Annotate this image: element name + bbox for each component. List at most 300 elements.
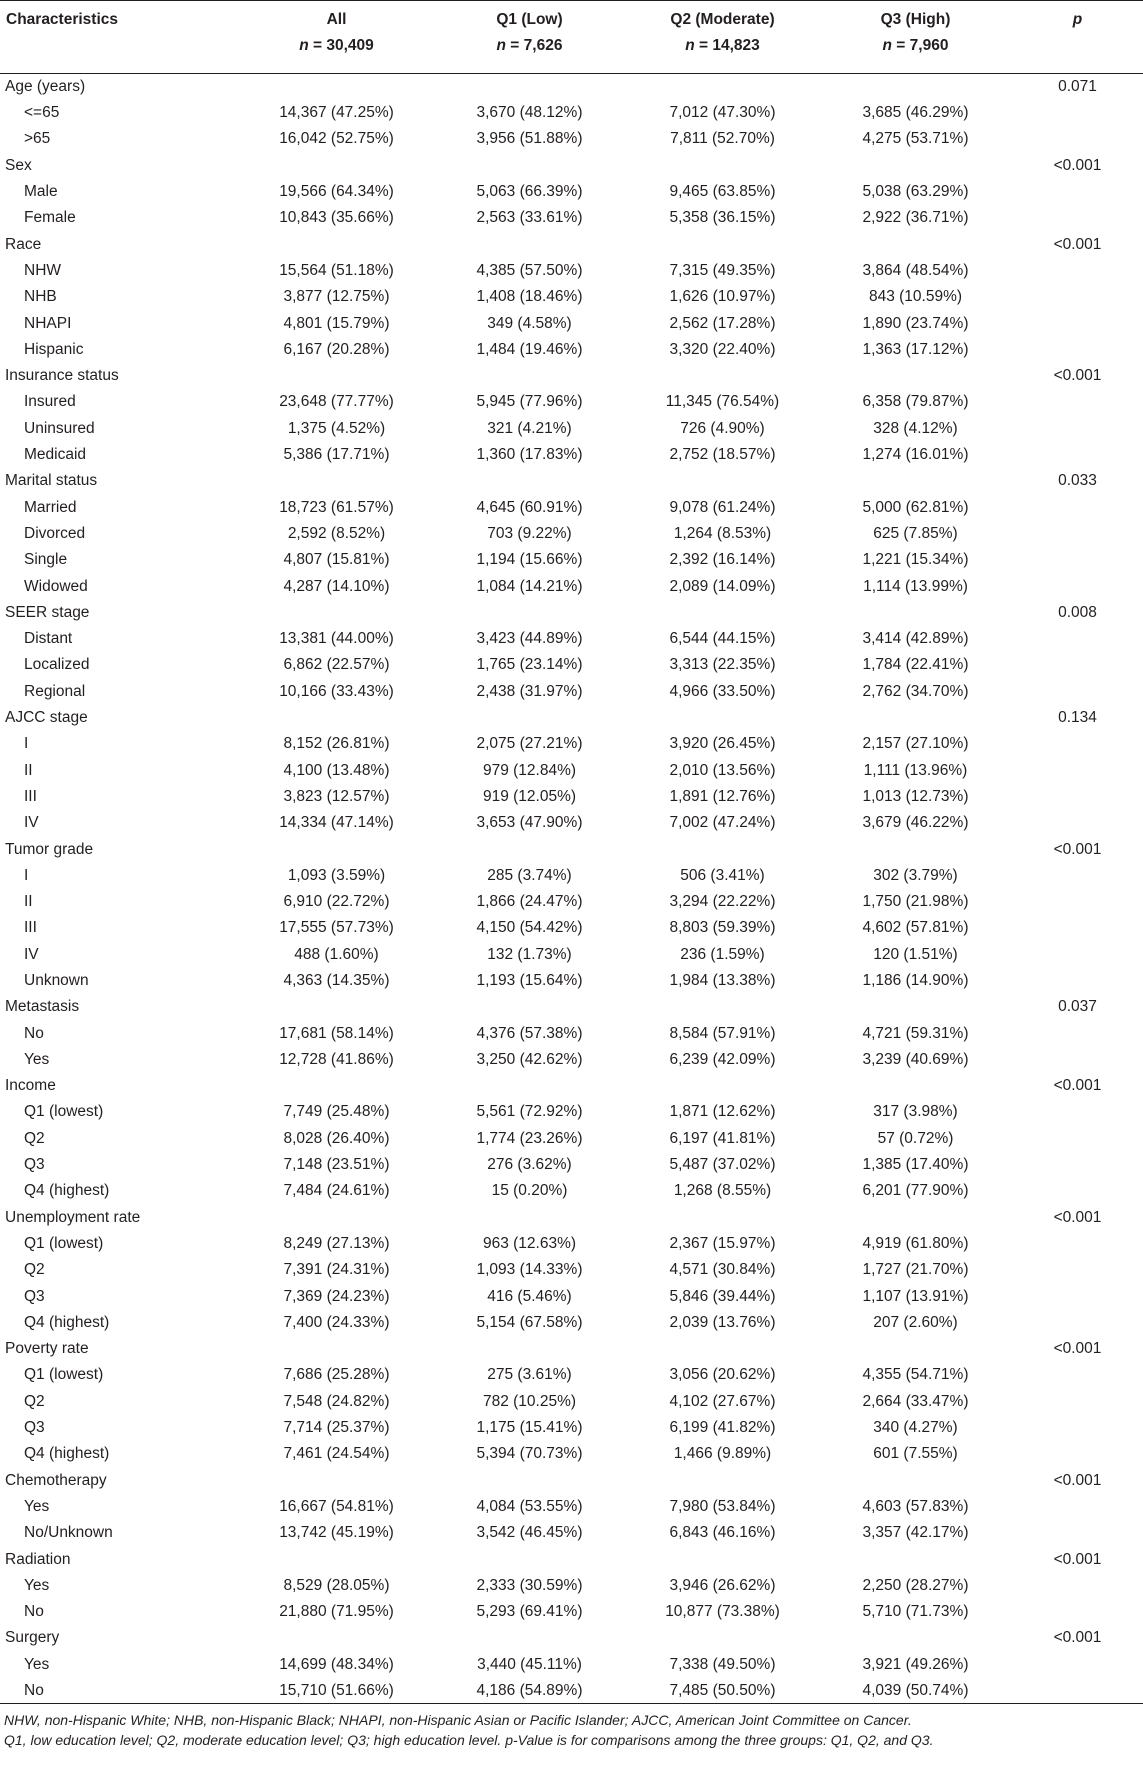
cell-q3: 340 (4.27%)	[873, 1419, 958, 1437]
table-row	[0, 810, 1143, 836]
cell-p-value	[1012, 442, 1143, 468]
cell-q2: 3,946 (26.62%)	[669, 1576, 776, 1594]
cell-all: 8,529 (28.05%)	[283, 1576, 390, 1594]
cell-q3: 3,864 (48.54%)	[862, 261, 969, 279]
cell-q1: 15 (0.20%)	[491, 1182, 568, 1200]
cell-q3	[819, 1546, 1012, 1572]
cell-all: 15,710 (51.66%)	[240, 1678, 433, 1704]
cell-p-value: 0.008	[1058, 603, 1097, 621]
row-label: AJCC stage	[5, 709, 88, 727]
cell-p-value	[1012, 415, 1143, 441]
table-row	[0, 1362, 1143, 1388]
cell-q3: 302 (3.79%)	[873, 866, 958, 884]
cell-q3	[819, 1336, 1012, 1362]
header-n-all	[240, 37, 433, 74]
cell-q2: 1,268 (8.55%)	[673, 1182, 772, 1200]
cell-p-value: <0.001	[1053, 1340, 1102, 1358]
cell-q3: 1,750 (21.98%)	[862, 893, 969, 911]
cell-p-value	[1012, 757, 1143, 783]
header-row	[0, 1, 1143, 38]
row-label: III	[24, 787, 37, 805]
n-value: = 7,626	[506, 37, 563, 54]
table-row	[0, 731, 1143, 757]
cell-q3: 4,602 (57.81%)	[862, 919, 969, 937]
cell-q3: 4,919 (61.80%)	[862, 1234, 969, 1252]
cell-p-value	[1012, 1178, 1143, 1204]
cell-q2: 2,752 (18.57%)	[669, 446, 776, 464]
cell-q2: 7,485 (50.50%)	[626, 1678, 819, 1704]
cell-q2: 726 (4.90%)	[680, 419, 765, 437]
row-label: Insured	[24, 393, 76, 411]
row-label: II	[24, 893, 33, 911]
cell-q3	[819, 152, 1012, 178]
cell-all	[240, 231, 433, 257]
header-n-blank	[0, 37, 240, 74]
table-row	[0, 1415, 1143, 1441]
table-row	[0, 1178, 1143, 1204]
cell-all: 7,148 (23.51%)	[283, 1156, 390, 1174]
row-label: >65	[24, 130, 51, 148]
cell-q3: 4,721 (59.31%)	[862, 1024, 969, 1042]
cell-all: 10,843 (35.66%)	[279, 209, 394, 227]
cell-q1	[433, 1467, 626, 1493]
row-label: Q3	[24, 1419, 45, 1437]
cell-all: 6,862 (22.57%)	[283, 656, 390, 674]
n-value: = 7,960	[892, 37, 949, 54]
table-row	[0, 573, 1143, 599]
cell-q2: 3,313 (22.35%)	[669, 656, 776, 674]
cell-all: 19,566 (64.34%)	[279, 183, 394, 201]
cell-q2	[626, 363, 819, 389]
table-row	[0, 1099, 1143, 1125]
row-label: Yes	[24, 1576, 50, 1594]
header-n-q1	[433, 37, 626, 74]
cell-all: 5,386 (17.71%)	[283, 446, 390, 464]
cell-p-value	[1012, 1257, 1143, 1283]
cell-p-value	[1012, 1046, 1143, 1072]
cell-all: 15,564 (51.18%)	[279, 261, 394, 279]
cell-p-value	[1012, 731, 1143, 757]
table-row	[0, 389, 1143, 415]
table-row	[0, 652, 1143, 678]
cell-all: 16,042 (52.75%)	[279, 130, 394, 148]
row-label: III	[24, 919, 37, 937]
cell-q3	[819, 74, 1012, 100]
row-label: No	[24, 1603, 44, 1621]
cell-q1: 1,360 (17.83%)	[476, 446, 583, 464]
table-row	[0, 784, 1143, 810]
category-row	[0, 705, 1143, 731]
row-label: Marital status	[5, 472, 98, 490]
row-label: Q3	[24, 1287, 45, 1305]
cell-q1: 1,193 (15.64%)	[476, 971, 583, 989]
cell-q1: 4,385 (57.50%)	[476, 261, 583, 279]
table-row	[0, 1572, 1143, 1598]
cell-q1	[433, 231, 626, 257]
cell-all: 7,714 (25.37%)	[283, 1419, 390, 1437]
cell-q2	[626, 1546, 819, 1572]
cell-all: 10,166 (33.43%)	[279, 682, 394, 700]
cell-p-value	[1012, 126, 1143, 152]
row-label: I	[24, 866, 29, 884]
table-row	[0, 1494, 1143, 1520]
row-label: Localized	[24, 656, 90, 674]
table-row	[0, 336, 1143, 362]
cell-q3: 3,921 (49.26%)	[862, 1655, 969, 1673]
row-label: Income	[5, 1077, 56, 1095]
row-label: NHB	[24, 288, 57, 306]
cell-q2: 11,345 (76.54%)	[665, 393, 780, 411]
cell-q2: 506 (3.41%)	[680, 866, 765, 884]
cell-all: 14,334 (47.14%)	[279, 814, 394, 832]
cell-q2: 6,199 (41.82%)	[669, 1419, 776, 1437]
cell-q2: 6,544 (44.15%)	[669, 630, 776, 648]
cell-q1	[433, 1336, 626, 1362]
table-row	[0, 1020, 1143, 1046]
header-n-q2	[626, 37, 819, 74]
cell-q1: 4,084 (53.55%)	[476, 1497, 583, 1515]
cell-q2: 1,626 (10.97%)	[669, 288, 776, 306]
cell-q3: 4,275 (53.71%)	[862, 130, 969, 148]
row-label: Q1 (lowest)	[24, 1103, 104, 1121]
cell-q1: 1,084 (14.21%)	[476, 577, 583, 595]
table-row	[0, 284, 1143, 310]
cell-q1	[433, 1073, 626, 1099]
cell-all: 17,681 (58.14%)	[279, 1024, 394, 1042]
cell-q2: 9,078 (61.24%)	[669, 498, 776, 516]
cell-q2	[626, 1467, 819, 1493]
cell-p-value	[1012, 1283, 1143, 1309]
cell-q2: 7,811 (52.70%)	[670, 130, 775, 148]
header-q1: Q1 (Low)	[433, 1, 626, 38]
table-row	[0, 547, 1143, 573]
table-row	[0, 1283, 1143, 1309]
cell-q1	[433, 994, 626, 1020]
cell-p-value	[1012, 784, 1143, 810]
cell-q2: 2,367 (15.97%)	[669, 1234, 776, 1252]
cell-all: 4,363 (14.35%)	[283, 971, 390, 989]
cell-all: 1,375 (4.52%)	[287, 419, 386, 437]
cell-all: 23,648 (77.77%)	[279, 393, 394, 411]
cell-q3: 2,250 (28.27%)	[862, 1576, 969, 1594]
cell-q1: 5,394 (70.73%)	[476, 1445, 583, 1463]
cell-q2	[626, 994, 819, 1020]
row-label: Uninsured	[24, 419, 95, 437]
table-row	[0, 179, 1143, 205]
cell-q1: 2,075 (27.21%)	[476, 735, 583, 753]
cell-q1: 416 (5.46%)	[487, 1287, 572, 1305]
cell-q2: 2,562 (17.28%)	[669, 314, 776, 332]
cell-all	[240, 1546, 433, 1572]
cell-all: 4,801 (15.79%)	[283, 314, 390, 332]
row-label: Race	[5, 235, 42, 253]
cell-p-value: <0.001	[1053, 1077, 1102, 1095]
cell-p-value	[1012, 862, 1143, 888]
cell-q2	[626, 231, 819, 257]
cell-q3: 1,727 (21.70%)	[862, 1261, 969, 1279]
table-row	[0, 1152, 1143, 1178]
table-row	[0, 968, 1143, 994]
cell-q3: 4,355 (54.71%)	[862, 1366, 969, 1384]
cell-q3: 3,414 (42.89%)	[862, 630, 969, 648]
row-label: Regional	[24, 682, 86, 700]
cell-q2: 3,056 (20.62%)	[669, 1366, 776, 1384]
cell-q3: 2,922 (36.71%)	[862, 209, 969, 227]
cell-all: 14,699 (48.34%)	[279, 1655, 394, 1673]
row-label: Yes	[24, 1655, 50, 1673]
cell-q1: 3,423 (44.89%)	[476, 630, 583, 648]
cell-q3: 120 (1.51%)	[873, 945, 958, 963]
cell-q2: 8,803 (59.39%)	[669, 919, 776, 937]
n-label: n	[685, 37, 695, 54]
table-row	[0, 415, 1143, 441]
cell-p-value: <0.001	[1053, 1208, 1102, 1226]
cell-all: 21,880 (71.95%)	[279, 1603, 394, 1621]
cell-q2: 1,264 (8.53%)	[673, 524, 772, 542]
cell-q3: 1,385 (17.40%)	[862, 1156, 969, 1174]
cell-q1: 1,866 (24.47%)	[476, 893, 583, 911]
cell-q3: 1,114 (13.99%)	[863, 577, 968, 595]
cell-q1: 2,563 (33.61%)	[476, 209, 583, 227]
cell-p-value	[1012, 1494, 1143, 1520]
row-label: <=65	[24, 104, 60, 122]
cell-q1: 321 (4.21%)	[487, 419, 572, 437]
footnote-abbreviations: NHW, non-Hispanic White; NHB, non-Hispanic Black; NHAPI, non-Hispanic Asian or Pacific Islander; AJCC, American Joint Committee on Cancer.	[4, 1712, 912, 1729]
cell-all: 2,592 (8.52%)	[287, 524, 386, 542]
row-label: Q1 (lowest)	[24, 1234, 104, 1252]
cell-q2: 7,338 (49.50%)	[669, 1655, 776, 1673]
cell-p-value	[1012, 1651, 1143, 1677]
table-row	[0, 915, 1143, 941]
cell-q2: 6,239 (42.09%)	[669, 1050, 776, 1068]
cell-p-value: 0.033	[1058, 472, 1097, 490]
table-row	[0, 100, 1143, 126]
cell-all: 6,167 (20.28%)	[283, 340, 390, 358]
cell-q3: 1,111 (13.96%)	[863, 761, 968, 779]
cell-all: 7,400 (24.33%)	[283, 1313, 390, 1331]
row-label: Radiation	[5, 1550, 71, 1568]
row-label: SEER stage	[5, 603, 90, 621]
cell-q3	[819, 1467, 1012, 1493]
table-row	[0, 889, 1143, 915]
cell-q3	[819, 994, 1012, 1020]
cell-q3: 317 (3.98%)	[873, 1103, 958, 1121]
cell-q1: 963 (12.63%)	[482, 1234, 577, 1252]
row-label: No	[24, 1024, 44, 1042]
cell-all: 7,461 (24.54%)	[283, 1445, 390, 1463]
cell-all: 4,100 (13.48%)	[283, 761, 390, 779]
n-value: = 30,409	[308, 37, 374, 54]
cell-q2: 2,010 (13.56%)	[669, 761, 776, 779]
category-row	[0, 599, 1143, 625]
cell-q3: 207 (2.60%)	[873, 1313, 958, 1331]
cell-q3: 2,664 (33.47%)	[862, 1392, 969, 1410]
cell-p-value	[1012, 205, 1143, 231]
row-label: NHAPI	[24, 314, 72, 332]
cell-q2: 7,012 (47.30%)	[669, 104, 776, 122]
cell-p-value: <0.001	[1053, 156, 1102, 174]
row-label: No/Unknown	[24, 1524, 113, 1542]
cell-p-value	[1012, 1309, 1143, 1335]
cell-p-value: 0.134	[1058, 709, 1097, 727]
cell-all: 18,723 (61.57%)	[279, 498, 394, 516]
cell-q3: 3,357 (42.17%)	[862, 1524, 969, 1542]
cell-p-value	[1012, 1388, 1143, 1414]
cell-all	[240, 705, 433, 731]
cell-p-value	[1012, 521, 1143, 547]
table-header	[0, 1, 1143, 74]
cell-q1	[433, 836, 626, 862]
table-row	[0, 494, 1143, 520]
row-label: Unknown	[24, 971, 89, 989]
cell-p-value	[1012, 1678, 1143, 1704]
cell-q2	[626, 1204, 819, 1230]
cell-q2: 1,984 (13.38%)	[669, 971, 776, 989]
cell-q3: 1,890 (23.74%)	[862, 314, 969, 332]
cell-q1: 919 (12.05%)	[482, 787, 577, 805]
cell-all	[240, 994, 433, 1020]
row-label: Q3	[24, 1156, 45, 1174]
cell-all	[240, 1625, 433, 1651]
row-label: Yes	[24, 1497, 50, 1515]
cell-q2	[626, 468, 819, 494]
cell-p-value	[1012, 1125, 1143, 1151]
row-label: Tumor grade	[5, 840, 94, 858]
table-row	[0, 1257, 1143, 1283]
table-row	[0, 626, 1143, 652]
cell-q3: 1,186 (14.90%)	[862, 971, 969, 989]
cell-all	[240, 836, 433, 862]
cell-p-value	[1012, 1020, 1143, 1046]
cell-q2: 3,920 (26.45%)	[669, 735, 776, 753]
cell-q1	[433, 74, 626, 100]
cell-all: 13,381 (44.00%)	[279, 630, 394, 648]
cell-q1: 5,561 (72.92%)	[476, 1103, 583, 1121]
table-row	[0, 1231, 1143, 1257]
cell-q2: 1,871 (12.62%)	[669, 1103, 776, 1121]
cell-q2: 2,392 (16.14%)	[669, 551, 776, 569]
cell-q3	[819, 363, 1012, 389]
cell-q2	[626, 152, 819, 178]
header-n-q3	[819, 37, 1012, 74]
cell-p-value: <0.001	[1053, 367, 1102, 385]
table-row	[0, 1388, 1143, 1414]
cell-q2: 2,039 (13.76%)	[669, 1313, 776, 1331]
cell-q2: 3,320 (22.40%)	[669, 340, 776, 358]
cell-all	[240, 1336, 433, 1362]
cell-q1: 1,175 (15.41%)	[476, 1419, 583, 1437]
cell-q3: 6,201 (77.90%)	[862, 1182, 969, 1200]
cell-p-value	[1012, 1231, 1143, 1257]
cell-q3: 5,710 (71.73%)	[862, 1603, 969, 1621]
table-row	[0, 862, 1143, 888]
row-label: Q4 (highest)	[24, 1445, 110, 1463]
cell-p-value	[1012, 1599, 1143, 1625]
cell-q3: 1,221 (15.34%)	[862, 551, 969, 569]
header-all: All	[240, 1, 433, 38]
row-label: Single	[24, 551, 68, 569]
row-label: IV	[24, 945, 39, 963]
cell-all	[240, 152, 433, 178]
cell-q1: 349 (4.58%)	[487, 314, 572, 332]
table-row	[0, 1125, 1143, 1151]
n-label: n	[882, 37, 892, 54]
cell-q2	[626, 599, 819, 625]
cell-q2: 7,980 (53.84%)	[669, 1497, 776, 1515]
cell-q1	[433, 1204, 626, 1230]
table-row	[0, 1678, 1143, 1704]
header-n-p-blank	[1012, 37, 1143, 74]
category-row	[0, 1546, 1143, 1572]
table-row	[0, 1309, 1143, 1335]
table-row	[0, 1651, 1143, 1677]
table-row	[0, 941, 1143, 967]
table-row	[0, 258, 1143, 284]
cell-q1: 132 (1.73%)	[487, 945, 572, 963]
cell-q2: 7,315 (49.35%)	[669, 261, 776, 279]
category-row	[0, 994, 1143, 1020]
table-row	[0, 757, 1143, 783]
row-label: Insurance status	[5, 367, 119, 385]
cell-q1: 3,440 (45.11%)	[477, 1655, 582, 1673]
cell-q2: 236 (1.59%)	[680, 945, 765, 963]
category-row	[0, 363, 1143, 389]
row-label: NHW	[24, 261, 62, 279]
cell-p-value	[1012, 889, 1143, 915]
n-label: n	[496, 37, 506, 54]
cell-p-value	[1012, 258, 1143, 284]
cell-p-value	[1012, 1441, 1143, 1467]
cell-q1: 703 (9.22%)	[487, 524, 572, 542]
row-label: Sex	[5, 156, 32, 174]
cell-all	[240, 363, 433, 389]
table-row	[0, 205, 1143, 231]
row-label: Metastasis	[5, 998, 80, 1016]
row-label: Female	[24, 209, 76, 227]
cell-p-value	[1012, 1415, 1143, 1441]
cell-p-value	[1012, 336, 1143, 362]
row-label: Yes	[24, 1050, 50, 1068]
table-row	[0, 1441, 1143, 1467]
cell-q3	[819, 705, 1012, 731]
cell-q3: 3,679 (46.22%)	[862, 814, 969, 832]
category-row	[0, 152, 1143, 178]
footnote-groups: Q1, low education level; Q2, moderate education level; Q3; high education level. p-Value is for comparisons among the three groups: Q1, Q2, and Q3.	[4, 1732, 934, 1749]
cell-q2: 3,294 (22.22%)	[669, 893, 776, 911]
cell-p-value: <0.001	[1053, 1471, 1102, 1489]
n-label: n	[299, 37, 309, 54]
cell-q2	[626, 705, 819, 731]
row-label: Poverty rate	[5, 1340, 89, 1358]
cell-q2	[626, 1336, 819, 1362]
cell-q3: 843 (10.59%)	[868, 288, 963, 306]
cell-all: 488 (1.60%)	[294, 945, 379, 963]
cell-q1: 5,293 (69.41%)	[476, 1603, 583, 1621]
cell-q3	[819, 836, 1012, 862]
row-label: Q1 (lowest)	[24, 1366, 104, 1384]
cell-p-value: 0.071	[1058, 78, 1097, 96]
cell-q1: 4,186 (54.89%)	[433, 1678, 626, 1704]
row-label: Age (years)	[5, 78, 86, 96]
category-row	[0, 1467, 1143, 1493]
cell-p-value	[1012, 547, 1143, 573]
cell-q3	[819, 599, 1012, 625]
cell-q1: 2,438 (31.97%)	[476, 682, 583, 700]
cell-p-value	[1012, 389, 1143, 415]
cell-all: 4,807 (15.81%)	[283, 551, 390, 569]
cell-all	[240, 1467, 433, 1493]
category-row	[0, 836, 1143, 862]
